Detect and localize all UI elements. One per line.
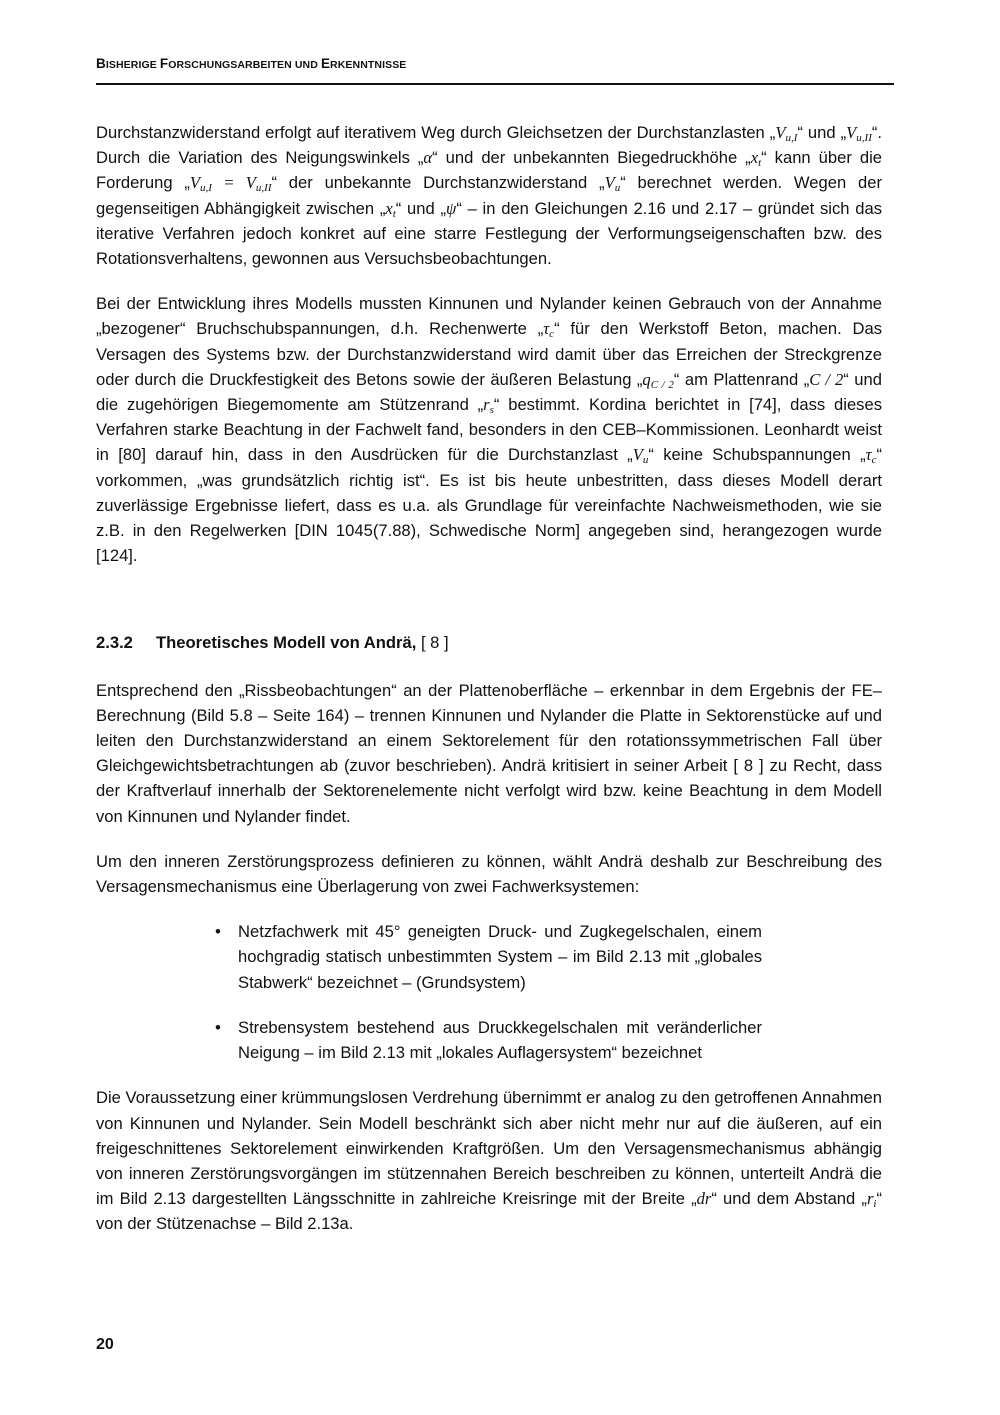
bullet-list (96, 919, 762, 1065)
text-run: “ für den Werkstoff Beton, machen. Das Versagen des Systems bzw. der Durchstanzwiderstand wird damit über das Erreichen der Streckgrenze oder durch die Druckfestigkeit des Betons sowie der äußeren Belastung „ (96, 319, 882, 389)
bullet-icon: • (215, 922, 221, 942)
section-reference: [ 8 ] (420, 633, 449, 653)
header-part: FORSCHUNGSARBEITEN UND (159, 56, 321, 71)
text-run: Bei der Entwicklung ihres Modells mussten Kinnunen und Nylander keinen Gebrauch von der Annahme „bezogener“ Bruchschubspannungen, d.h. Rechenwerte „ (96, 294, 882, 339)
text-run: “ und dem Abstand „ (711, 1189, 867, 1209)
math-alpha: α (423, 148, 433, 168)
text-run: “ kann über die Forderung „ (96, 148, 882, 193)
list-item-text: Netzfachwerk mit 45° geneigten Druck- und Zugkegelschalen, einem hochgradig statisch unbestimmten System – im Bild 2.13 mit „globales Stabwerk“ bezeichnet – (Grundsystem) (238, 922, 762, 992)
paragraph-2 (96, 291, 882, 568)
text-run: Die Voraussetzung einer krümmungslosen Verdrehung übernimmt er analog zu den getroffenen Annahmen von Kinnunen und Nylander. Sein Modell beschränkt sich aber nicht mehr nur auf die äußeren, auf ein freigeschnittenes Sektorelement einwirkenden Kraftgrößen. Um den Versagensmechanismus abhängig von inneren Zerstörungsvorgängen im stützennahen Bereich beschreiben zu können, unterteilt Andrä die im Bild 2.13 dargestellten Längsschnitte in zahlreiche Kreisringe mit der Breite „ (96, 1088, 882, 1209)
text-run: “ vorkommen, „was grundsätzlich richtig ist“. Es ist bis heute unbestritten, dass dieses Modell derart zuverlässige Ergebnisse liefert, dass es u.a. als Grundlage für vereinfachte Nachweismethoden, wie sie z.B. in den Regelwerken [DIN 1045(7.88), Schwedische Norm] angegeben sind, herangezogen wurde [124]. (96, 445, 882, 566)
page-body (96, 120, 882, 1237)
list-item (213, 1015, 762, 1065)
text-run: “ und die zugehörigen Biegemomente am Stützenrand „ (96, 369, 882, 415)
math-v-u-I: $V_{u,I}$ (775, 123, 798, 144)
math-r-i: $r_i$ (866, 1189, 877, 1211)
text-run: Durchstanzwiderstand erfolgt auf iterativem Weg durch Gleichsetzen der Durchstanzlasten „ (96, 123, 776, 142)
math-x-t: $x_t$ (385, 198, 396, 220)
math-c-half: C / 2 (809, 369, 844, 389)
text-run: “ berechnet werden. Wegen der gegenseitigen Abhängigkeit zwischen „ (96, 173, 882, 218)
text-run: “ – in den Gleichungen 2.16 und 2.17 – gründet sich das iterative Verfahren jedoch konkret auf eine starre Festlegung der Verformungseigenschaften bzw. des Rotationsverhaltens, gewonnen aus Versuchsbeobachtungen. (96, 198, 882, 269)
section-number: 2.3.2 (96, 633, 133, 653)
math-x-t: $x_t$ (750, 148, 762, 170)
text-run: “. Durch die Variation des Neigungswinkels „ (96, 123, 882, 168)
paragraph-1 (96, 120, 882, 271)
math-equation: $V_{u,I} = V_{u,II}$ (189, 173, 272, 195)
text-run: “ bestimmt. Kordina berichtet in [74], dass dieses Verfahren starke Beachtung in der Fachwelt fand, besonders in den CEB–Kommissionen. Leonhardt weist in [80] darauf hin, dass in den Ausdrücken für die Durchstanzlast „ (96, 395, 882, 465)
math-r-s: $r_s$ (483, 395, 494, 417)
list-item-text: Strebensystem bestehend aus Druckkegelschalen mit veränderlicher Neigung – im Bild 2.13 mit „lokales Auflagersystem“ bezeichnet (238, 1017, 762, 1063)
header-rule (96, 83, 894, 85)
math-tau-c: $\tau_c$ (865, 445, 877, 467)
section-heading (96, 630, 882, 655)
math-v-u-II: $V_{u,II}$ (846, 123, 872, 144)
text-run: “ und „ (797, 123, 847, 142)
math-tau-c: $\tau_c$ (543, 319, 555, 341)
running-header (96, 56, 406, 71)
math-dr: dr (696, 1189, 712, 1209)
math-v-u: $V_u$ (604, 173, 621, 195)
math-v-u: $V_u$ (632, 445, 649, 467)
header-part: ERKENNTNISSE (320, 56, 407, 71)
page-number: 20 (96, 1336, 114, 1353)
list-item (213, 919, 762, 995)
section-title: Theoretisches Modell von Andrä, (156, 633, 417, 653)
math-q-c2: $q_{C / 2}$ (642, 369, 674, 391)
header-part: BISHERIGE (96, 56, 160, 71)
math-psi: ψ (446, 198, 457, 218)
bullet-icon: • (215, 1017, 221, 1037)
text-run: “ und „ (395, 198, 447, 218)
text-run: “ keine Schubspannungen „ (648, 445, 866, 465)
text-run: “ und der unbekannten Biegedruckhöhe „ (432, 148, 751, 168)
text-run: “ am Plattenrand „ (673, 369, 810, 389)
text-run: “ von der Stützenachse – Bild 2.13a. (96, 1189, 882, 1234)
paragraph-5 (96, 1085, 882, 1236)
text-run: “ der unbekannte Durchstanzwiderstand „ (271, 173, 605, 193)
paragraph-3: Entsprechend den „Rissbeobachtungen“ an der Plattenoberfläche – erkennbar in dem Ergebnis der FE–Berechnung (Bild 5.8 – Seite 164) – trennen Kinnunen und Nylander die Platte in Sektorenstücke auf und leiten den Durchstanzwiderstand an einem Sektorelement für den rotationssymmetrischen Fall über Gleichgewichtsbetrachtungen ab (zuvor beschrieben). Andrä kritisiert in seiner Arbeit [ 8 ] zu Recht, dass der Kraftverlauf innerhalb der Sektorenelemente nicht verfolgt wird bzw. keine Beachtung in dem Modell von Kinnunen und Nylander findet. (96, 680, 882, 826)
paragraph-4: Um den inneren Zerstörungsprozess definieren zu können, wählt Andrä deshalb zur Beschreibung des Versagensmechanismus eine Überlagerung von zwei Fachwerksystemen: (96, 851, 882, 897)
